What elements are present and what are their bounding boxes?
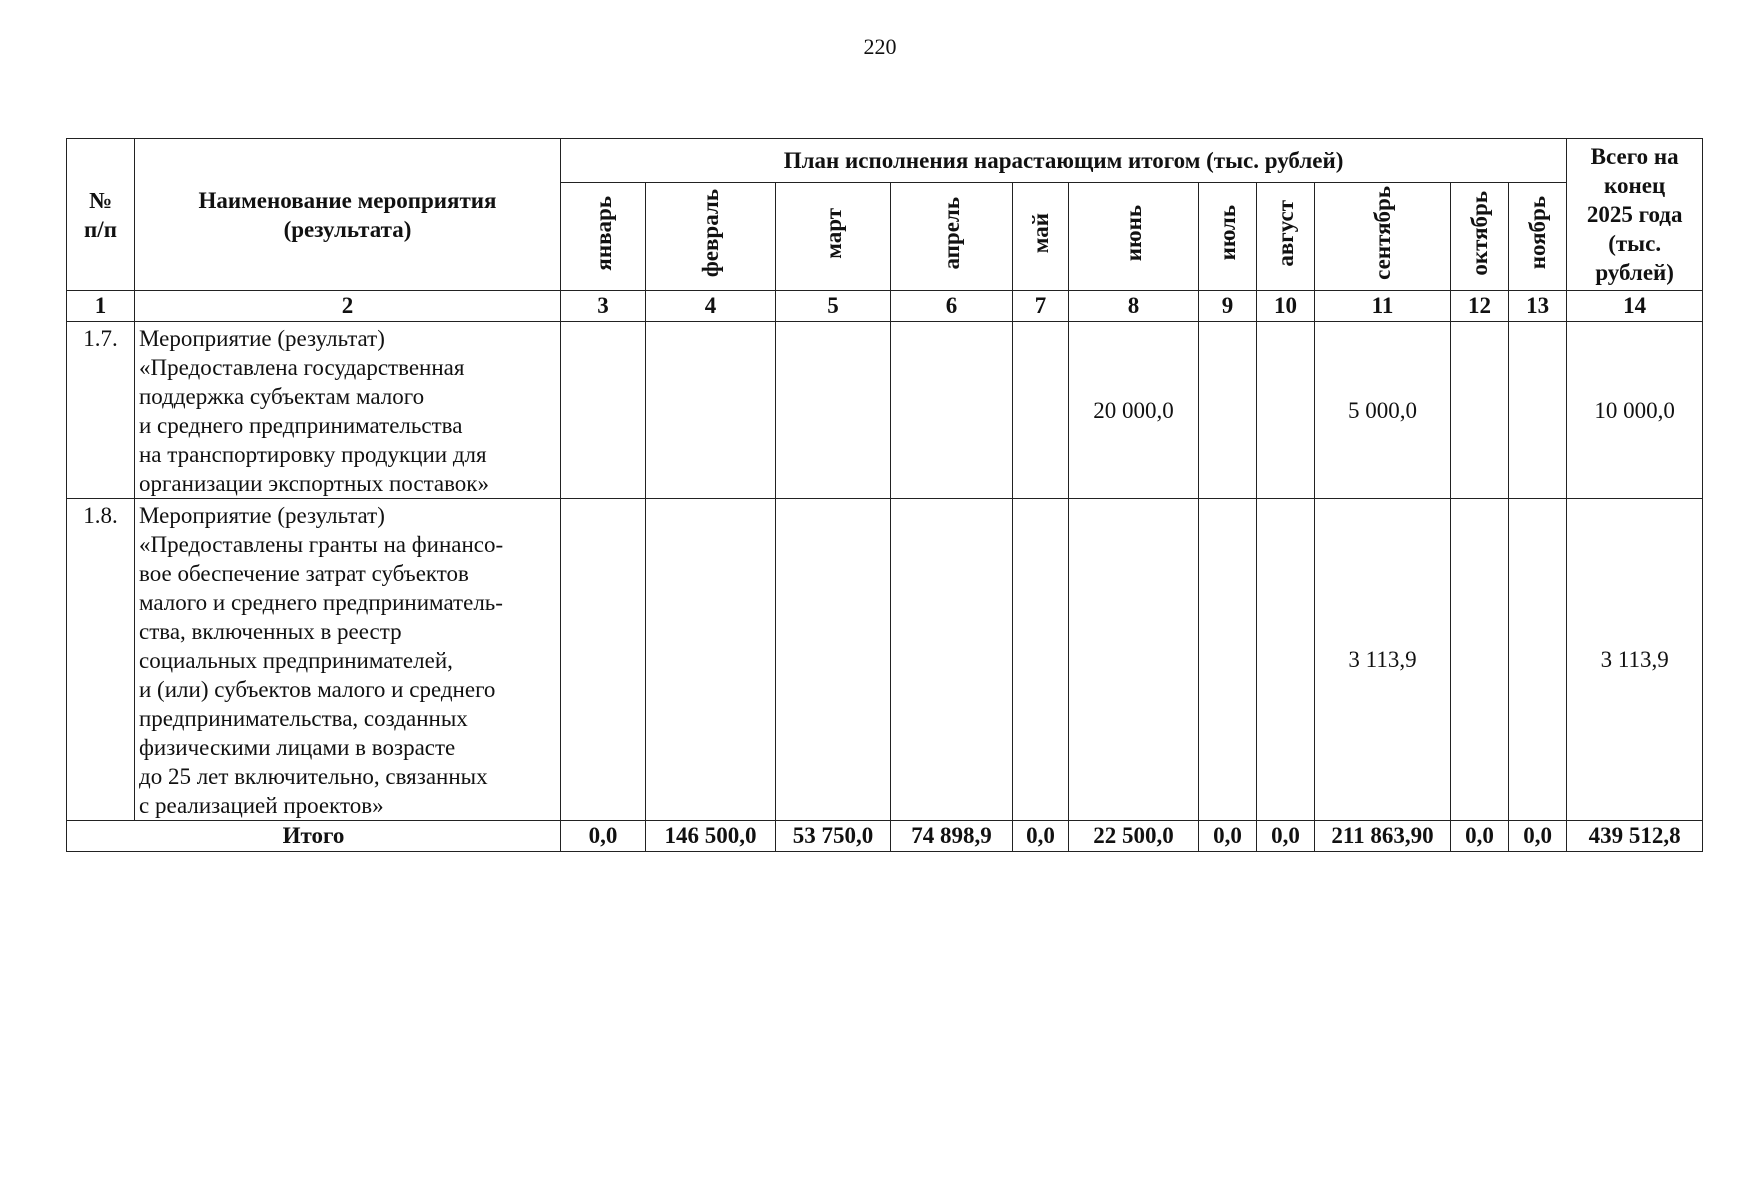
month-november: ноябрь [1509,183,1567,291]
header-plan-group: План исполнения нарастающим итогом (тыс. рублей) [561,139,1567,183]
header-total [1567,139,1703,291]
totals-value: 146 500,0 [646,821,776,852]
value-cell [561,499,646,821]
value-cell [646,322,776,499]
value-cell [1013,499,1069,821]
month-march: март [776,183,891,291]
header-num [67,139,135,291]
value-cell [561,322,646,499]
month-august: август [1257,183,1315,291]
column-number: 2 [135,291,561,322]
value-cell: 3 113,9 [1315,499,1451,821]
value-cell [891,322,1013,499]
totals-value: 0,0 [1509,821,1567,852]
column-number: 6 [891,291,1013,322]
month-july: июль [1199,183,1257,291]
month-january: январь [561,183,646,291]
row-name-line: на транспортировку продукции для [139,442,487,467]
totals-value: 211 863,90 [1315,821,1451,852]
month-september: сентябрь [1315,183,1451,291]
month-february: февраль [646,183,776,291]
totals-row [67,821,1703,852]
value-cell [1509,322,1567,499]
column-number: 3 [561,291,646,322]
column-number: 11 [1315,291,1451,322]
header-name-label: Наименование мероприятия (результата) [198,187,497,242]
totals-value: 22 500,0 [1069,821,1199,852]
value-cell: 20 000,0 [1069,322,1199,499]
value-cell [1069,499,1199,821]
page-number: 220 [863,34,897,59]
totals-value: 0,0 [561,821,646,852]
row-total: 3 113,9 [1567,499,1703,821]
value-cell [1509,499,1567,821]
header-name [135,139,561,291]
month-april: апрель [891,183,1013,291]
table-row [67,322,1703,499]
header-total-label: Всего на конец 2025 года (тыс. рублей) [1586,144,1683,285]
row-name-line: «Предоставлена государственная [139,355,465,380]
value-cell [1451,322,1509,499]
totals-value: 0,0 [1451,821,1509,852]
column-number: 8 [1069,291,1199,322]
row-name-line: и (или) субъектов малого и среднего [139,677,496,702]
column-number: 5 [776,291,891,322]
row-name-line: вое обеспечение затрат субъектов [139,561,469,586]
column-number: 9 [1199,291,1257,322]
row-number: 1.7. [67,322,135,499]
table-row [67,499,1703,821]
row-name-line: и среднего предпринимательства [139,413,463,438]
totals-label: Итого [67,821,561,852]
column-number: 7 [1013,291,1069,322]
row-name-line: социальных предпринимателей, [139,648,453,673]
row-name-line: с реализацией проектов» [139,793,384,818]
row-name-line: ства, включенных в реестр [139,619,402,644]
column-number: 13 [1509,291,1567,322]
column-number-row [67,291,1703,322]
column-number: 4 [646,291,776,322]
value-cell [776,499,891,821]
row-name-line: Мероприятие (результат) [139,326,385,351]
column-number: 14 [1567,291,1703,322]
value-cell [1199,322,1257,499]
column-number: 10 [1257,291,1315,322]
row-total: 10 000,0 [1567,322,1703,499]
row-name-line: «Предоставлены гранты на финансо- [139,532,504,557]
plan-table [66,138,1703,852]
value-cell [776,322,891,499]
month-june: июнь [1069,183,1199,291]
value-cell [1199,499,1257,821]
header-num-label: № п/п [84,187,117,242]
header-row [67,139,1703,183]
row-name-line: физическими лицами в возрасте [139,735,456,760]
value-cell [1013,322,1069,499]
column-number: 12 [1451,291,1509,322]
value-cell [646,499,776,821]
totals-grand-total: 439 512,8 [1567,821,1703,852]
totals-value: 0,0 [1013,821,1069,852]
totals-value: 0,0 [1199,821,1257,852]
totals-value: 74 898,9 [891,821,1013,852]
row-name-line: Мероприятие (результат) [139,503,385,528]
totals-value: 0,0 [1257,821,1315,852]
month-october: октябрь [1451,183,1509,291]
row-name-line: организации экспортных поставок» [139,471,489,496]
column-number: 1 [67,291,135,322]
row-name-line: поддержка субъектам малого [139,384,425,409]
row-name-line: предпринимательства, созданных [139,706,468,731]
value-cell [1257,499,1315,821]
value-cell [1451,499,1509,821]
month-may: май [1013,183,1069,291]
value-cell [1257,322,1315,499]
row-name-line: малого и среднего предприниматель- [139,590,503,615]
row-name [135,322,561,499]
row-name [135,499,561,821]
row-number: 1.8. [67,499,135,821]
value-cell: 5 000,0 [1315,322,1451,499]
value-cell [891,499,1013,821]
row-name-line: до 25 лет включительно, связанных [139,764,488,789]
totals-value: 53 750,0 [776,821,891,852]
